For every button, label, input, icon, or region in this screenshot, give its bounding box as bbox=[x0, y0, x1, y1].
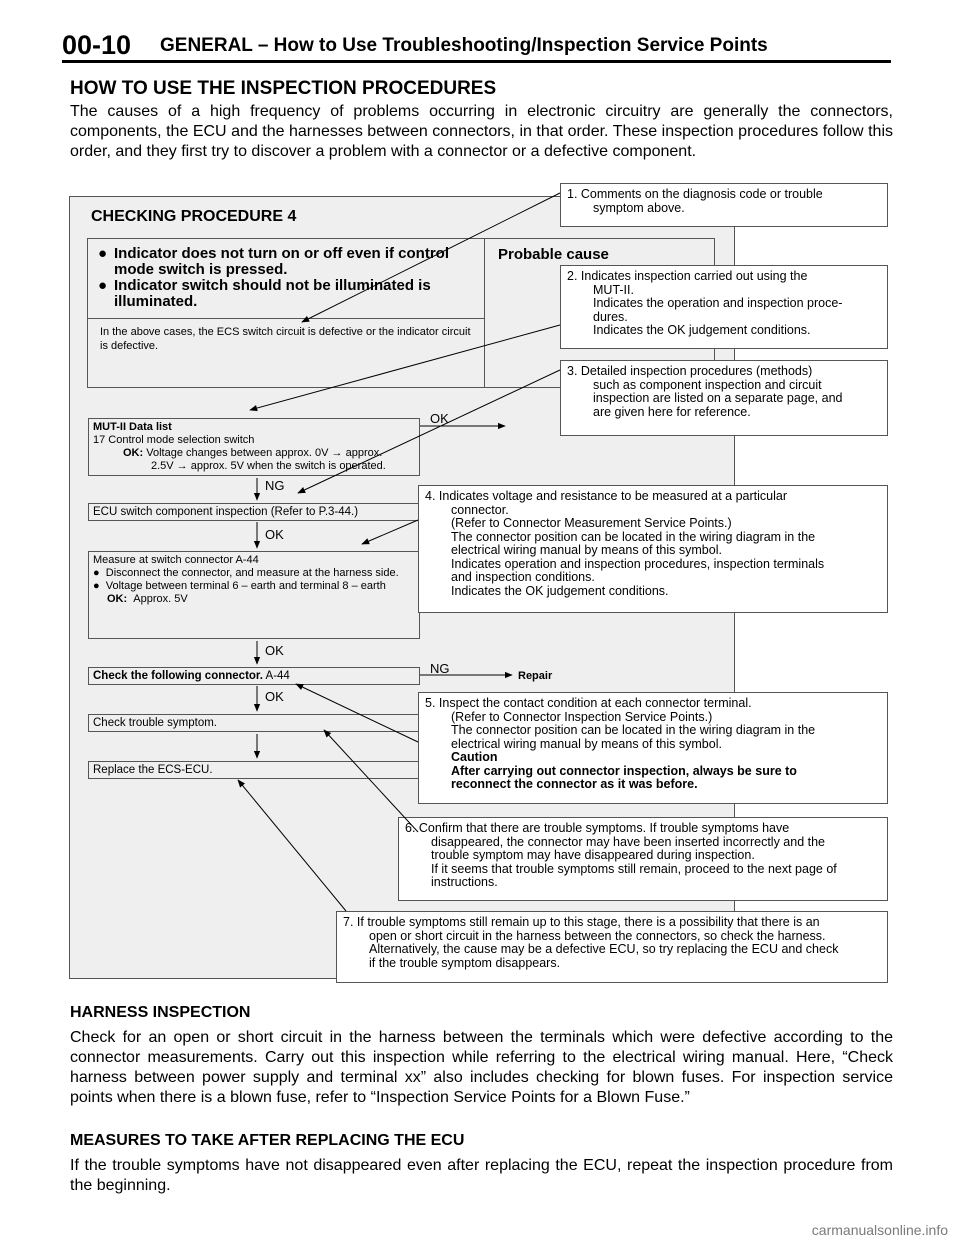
section-body-after-ecu: If the trouble symptoms have not disappeared even after replacing the ECU, repeat the inspection procedure from the beginning. bbox=[70, 1157, 893, 1194]
page-number: 00-10 bbox=[62, 30, 132, 60]
probable-cause-heading: Probable cause bbox=[498, 246, 609, 263]
ng-label-connector: NG bbox=[430, 661, 450, 676]
measure-ok: OK: Approx. 5V bbox=[107, 593, 188, 605]
note-3: 3. Detailed inspection procedures (methods) such as component inspection and circuit inspection are listed on a separate page, and are given here for reference. bbox=[560, 360, 888, 436]
ok-label-connector: OK bbox=[265, 689, 284, 704]
mut-ok-line-2: 2.5V → approx. 5V when the switch is operated. bbox=[151, 460, 386, 472]
note-7: 7. If trouble symptoms still remain up to this stage, there is a possibility that there is an open or short circuit in the harness between the connectors, so check the harness. Alternatively, the cause may be a defective ECU, so try replacing the ECU and check if the trouble symptom disappears. bbox=[336, 911, 888, 983]
leader-6 bbox=[324, 730, 418, 832]
section-body-harness-inspection: Check for an open or short circuit in the harness between the terminals which were defective according to the connector measurements. Carry out this inspection while referring to the electrical wiring manual. Here, “Check harness between power supply and terminal xx” also includes checking for blown fuses. For inspection service points when there is a blown fuse, refer to “Inspection Service Points for a Blown Fuse.” bbox=[70, 1029, 893, 1106]
header-title: GENERAL – How to Use Troubleshooting/Inspection Service Points bbox=[160, 35, 768, 56]
ecu-switch-inspection-step: ECU switch component inspection (Refer to P.3-44.) bbox=[88, 503, 420, 521]
leader-3 bbox=[298, 370, 560, 493]
note-2: 2. Indicates inspection carried out using the MUT-II. Indicates the operation and inspection proce- dures. Indicates the OK judgement conditions. bbox=[560, 265, 888, 349]
watermark: carmanualsonline.info bbox=[811, 1222, 948, 1238]
measure-bullet-1: ● Disconnect the connector, and measure at the harness side. bbox=[93, 567, 399, 579]
ok-label-ecu: OK bbox=[265, 527, 284, 542]
check-connector-step: Check the following connector. A-44 bbox=[88, 667, 420, 685]
leader-1 bbox=[302, 193, 560, 322]
ok-label-measure: OK bbox=[265, 643, 284, 658]
ok-label-mut: OK bbox=[430, 411, 449, 426]
leader-2 bbox=[250, 325, 560, 410]
leader-7 bbox=[238, 780, 346, 911]
measure-line: Measure at switch connector A-44 bbox=[93, 554, 259, 566]
symptom-bullet-2: ● Indicator switch should not be illuminated is illuminated. bbox=[98, 277, 431, 310]
symptom-bullet-1: ● Indicator does not turn on or off even if control mode switch is pressed. bbox=[98, 245, 449, 278]
leader-5 bbox=[296, 684, 418, 742]
ng-label-mut: NG bbox=[265, 478, 285, 493]
note-6: 6. Confirm that there are trouble symptoms. If trouble symptoms have disappeared, the connector may have been inserted incorrectly and the trouble symptom may have disappeared during inspection. If it seems that trouble symptoms still remain, proceed to the next page of instructions. bbox=[398, 817, 888, 901]
measure-bullet-2: ● Voltage between terminal 6 – earth and terminal 8 – earth bbox=[93, 580, 386, 592]
check-symptom-step: Check trouble symptom. bbox=[88, 714, 420, 732]
mut-title: MUT-II Data list bbox=[93, 421, 172, 433]
section-body-inspection-procedures: The causes of a high frequency of problems occurring in electronic circuitry are generally the connectors, components, the ECU and the harnesses between connectors, in that order. These inspection procedures follow this order, and they first try to discover a problem with a connector or a defective component. bbox=[70, 103, 893, 160]
note-1: 1. Comments on the diagnosis code or trouble symptom above. bbox=[560, 183, 888, 227]
note-5: 5. Inspect the contact condition at each connector terminal. (Refer to Connector Inspection Service Points.) The connector position can be located in the wiring diagram in the electrical wiring manual by means of this symbol. Caution After carrying out connector inspection, always be sure to reconnect the connector as it was before. bbox=[418, 692, 888, 804]
section-heading-harness-inspection: HARNESS INSPECTION bbox=[70, 1004, 251, 1021]
mut-line: 17 Control mode selection switch bbox=[93, 434, 255, 446]
replace-ecu-step: Replace the ECS-ECU. bbox=[88, 761, 420, 779]
note-4: 4. Indicates voltage and resistance to be measured at a particular connector. (Refer to Connector Measurement Service Points.) The connector position can be located in the wiring diagram in the electrical wiring manual by means of this symbol. Indicates operation and inspection procedures, inspection terminals and inspection conditions. Indicates the OK judgement conditions. bbox=[418, 485, 888, 613]
case-description: In the above cases, the ECS switch circuit is defective or the indicator circuit is defective. bbox=[100, 326, 471, 352]
repair-label: Repair bbox=[518, 670, 553, 682]
section-heading-inspection-procedures: HOW TO USE THE INSPECTION PROCEDURES bbox=[70, 78, 497, 99]
section-heading-after-ecu: MEASURES TO TAKE AFTER REPLACING THE ECU bbox=[70, 1132, 465, 1149]
leader-4 bbox=[362, 520, 418, 544]
mut-ok-line: OK: Voltage changes between approx. 0V → approx. bbox=[123, 447, 383, 459]
checking-procedure-title: CHECKING PROCEDURE 4 bbox=[91, 208, 297, 225]
